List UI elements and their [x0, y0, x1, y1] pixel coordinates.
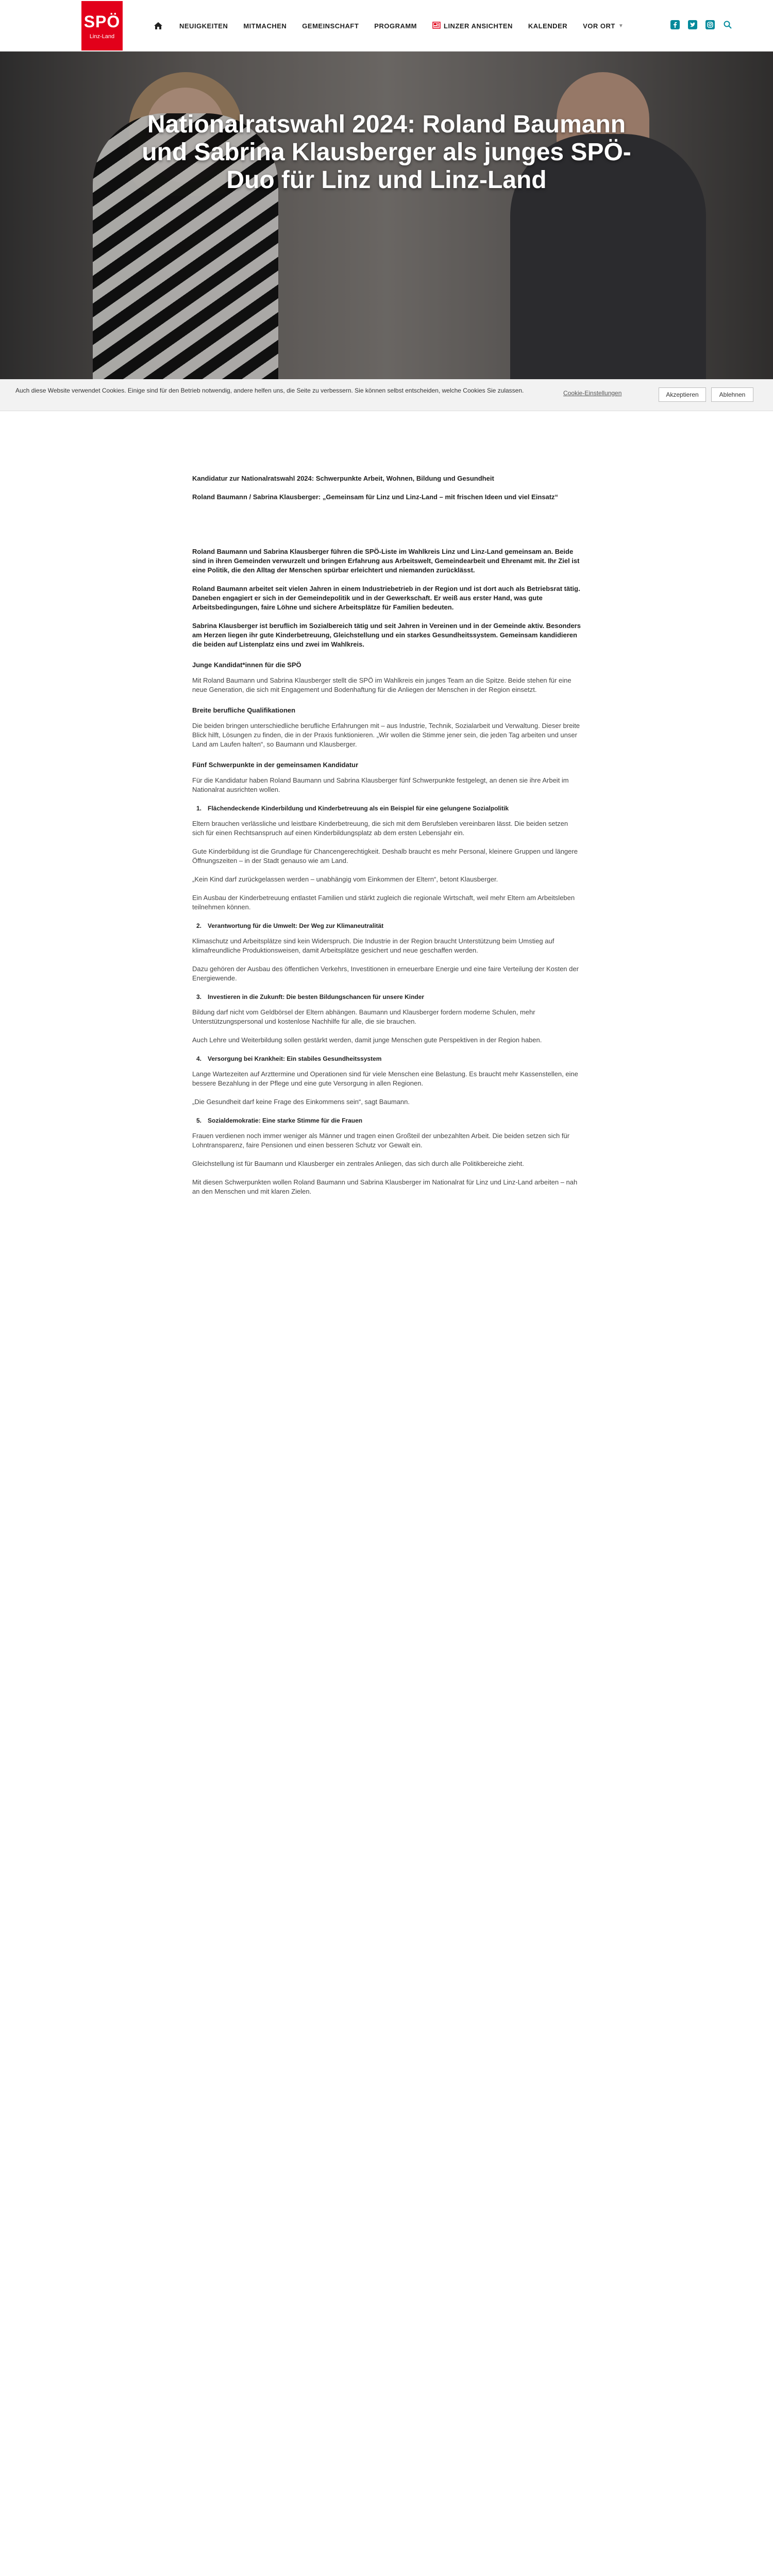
- nav-label: MITMACHEN: [243, 22, 287, 30]
- article-paragraph: Mit Roland Baumann und Sabrina Klausberger stellt die SPÖ im Wahlkreis ein junges Team an die Spitze. Beide stehen für eine neue Generation, die sich mit Engagement und Bodenhaftung für die Anliegen der Menschen in der Region einsetzt.: [192, 676, 572, 693]
- article-paragraph: Bildung darf nicht vom Geldbörsel der Eltern abhängen. Baumann und Klausberger fordern moderne Schulen, mehr Unterstützungspersonal und kostenlose Nachhilfe für alle, die sie brauchen.: [192, 1008, 535, 1025]
- article-paragraph: Frauen verdienen noch immer weniger als Männer und tragen einen Großteil der unbezahlten Arbeit. Die beiden setzen sich für Lohntransparenz, faire Pensionen und einen besseren Schutz vor Gewalt ein.: [192, 1132, 570, 1149]
- article-paragraph: Klimaschutz und Arbeitsplätze sind kein Widerspruch. Die Industrie in der Region braucht Unterstützung beim Umstieg auf klimafreundliche Produktionsweisen, damit Arbeitsplätze gesichert und neue geschaffen werden.: [192, 937, 554, 954]
- article-paragraph: Die beiden bringen unterschiedliche berufliche Erfahrungen mit – aus Industrie, Technik, Sozialarbeit und Verwaltung. Dieser breite Blick hilft, Lösungen zu finden, die in der Praxis funktionieren. „Wir wollen die Stimme jener sein, die jeden Tag arbeiten und unser Land am Laufen halten“, so Baumann und Klausberger.: [192, 722, 580, 748]
- article-paragraph: Sabrina Klausberger ist beruflich im Sozialbereich tätig und seit Jahren in Vereinen und in der Gemeinde aktiv. Besonders am Herzen liegen ihr gute Kinderbetreuung, Gleichstellung und ein starkes Gesundheitssystem. Gemeinsam kandidieren die beiden auf Listenplatz eins und zwei im Wahlkreis.: [192, 622, 581, 648]
- header-social: [669, 19, 734, 31]
- numbered-heading-text: Sozialdemokratie: Eine starke Stimme für die Frauen: [208, 1117, 363, 1124]
- nav-item-kalender[interactable]: [528, 22, 567, 30]
- article-quote: Roland Baumann / Sabrina Klausberger: „Gemeinsam für Linz und Linz-Land – mit frischen Ideen und viel Einsatz“: [192, 493, 559, 501]
- article-paragraph: Für die Kandidatur haben Roland Baumann und Sabrina Klausberger fünf Schwerpunkte festgelegt, an denen sie ihre Arbeit im Nationalrat ausrichten wollen.: [192, 776, 569, 793]
- instagram-icon[interactable]: [704, 19, 716, 31]
- nav-item-neuigkeiten[interactable]: [179, 22, 228, 30]
- numbered-heading: 1. Flächendeckende Kinderbildung und Kinderbetreuung als ein Beispiel für eine gelungene Sozialpolitik: [196, 805, 509, 812]
- cookie-banner: [0, 379, 773, 411]
- article-paragraph: Roland Baumann arbeitet seit vielen Jahren in einem Industriebetrieb in der Region und ist dort auch als Betriebsrat tätig. Daneben engagiert er sich in der Gemeindepolitik und in der Gewerkschaft. Er weiß aus erster Hand, was gute Arbeitsbedingungen, faire Löhne und sichere Arbeitsplätze für Familien bedeuten.: [192, 585, 580, 611]
- cookie-reject-button[interactable]: Ablehnen: [711, 387, 753, 402]
- article-paragraph: Lange Wartezeiten auf Arzttermine und Operationen sind für viele Menschen eine Belastung. Es braucht mehr Kassenstellen, eine bessere Bezahlung in der Pflege und eine gute Versorgung in allen Regionen.: [192, 1070, 578, 1087]
- article-paragraph: Gute Kinderbildung ist die Grundlage für Chancengerechtigkeit. Deshalb braucht es mehr Personal, kleinere Gruppen und längere Öffnungszeiten – in der Stadt genauso wie am Land.: [192, 848, 578, 865]
- article-paragraph: Dazu gehören der Ausbau des öffentlichen Verkehrs, Investitionen in erneuerbare Energie und eine faire Verteilung der Kosten der Energiewende.: [192, 965, 579, 982]
- cookie-accept-button[interactable]: Akzeptieren: [659, 387, 706, 402]
- article-paragraph: Auch Lehre und Weiterbildung sollen gestärkt werden, damit junge Menschen gute Perspektiven in der Region haben.: [192, 1036, 542, 1044]
- numbered-heading-text: Investieren in die Zukunft: Die besten Bildungschancen für unsere Kinder: [208, 993, 425, 1001]
- logo-mark: SPÖ: [83, 12, 121, 31]
- logo-subtitle: Linz-Land: [89, 33, 115, 40]
- search-icon[interactable]: [721, 19, 734, 31]
- nav-label: VOR ORT: [583, 22, 615, 30]
- twitter-icon[interactable]: [686, 19, 699, 31]
- hero-image: [0, 52, 773, 379]
- nav-label: GEMEINSCHAFT: [302, 22, 359, 30]
- article-paragraph: Ein Ausbau der Kinderbetreuung entlastet Familien und stärkt zugleich die regionale Wirtschaft, weil mehr Eltern am Arbeitsleben teilnehmen können.: [192, 894, 575, 911]
- nav-item-vor-ort[interactable]: [583, 22, 624, 30]
- numbered-heading: 5. Sozialdemokratie: Eine starke Stimme für die Frauen: [196, 1117, 363, 1124]
- page-title: Nationalratswahl 2024: Roland Baumann und Sabrina Klausberger als junges SPÖ-Duo für Linz und Linz-Land: [142, 111, 631, 194]
- chevron-down-icon: ▼: [618, 23, 624, 29]
- numbered-heading-text: Verantwortung für die Umwelt: Der Weg zur Klimaneutralität: [208, 922, 384, 929]
- numbered-heading-text: Flächendeckende Kinderbildung und Kinderbetreuung als ein Beispiel für eine gelungene Sozialpolitik: [208, 805, 509, 812]
- nav-item-mitmachen[interactable]: [243, 22, 287, 30]
- cookie-settings-link[interactable]: Cookie-Einstellungen: [563, 389, 622, 397]
- nav-item-linzer-ansichten[interactable]: [432, 22, 513, 30]
- numbered-heading: 2. Verantwortung für die Umwelt: Der Weg zur Klimaneutralität: [196, 922, 384, 929]
- nav-item-programm[interactable]: [374, 22, 417, 30]
- article-paragraph: „Kein Kind darf zurückgelassen werden – unabhängig vom Einkommen der Eltern“, betont Klausberger.: [192, 875, 498, 883]
- main-nav: [153, 16, 624, 35]
- newspaper-icon: [432, 22, 441, 30]
- numbered-heading: 3. Investieren in die Zukunft: Die besten Bildungschancen für unsere Kinder: [196, 993, 425, 1001]
- article-body: [192, 474, 581, 1206]
- nav-item-gemeinschaft[interactable]: [302, 22, 359, 30]
- spoe-logo[interactable]: [81, 1, 123, 50]
- section-heading: Junge Kandidat*innen für die SPÖ: [192, 661, 301, 669]
- article-paragraph: Gleichstellung ist für Baumann und Klausberger ein zentrales Anliegen, das sich durch alle Politikbereiche zieht.: [192, 1160, 524, 1167]
- article-paragraph: Mit diesen Schwerpunkten wollen Roland Baumann und Sabrina Klausberger im Nationalrat für Linz und Linz-Land arbeiten – nah an den Menschen und mit klaren Zielen.: [192, 1178, 578, 1195]
- article-paragraph: Eltern brauchen verlässliche und leistbare Kinderbetreuung, die sich mit dem Berufsleben vereinbaren lässt. Die beiden setzen sich für einen Rechtsanspruch auf einen Kinderbildungsplatz ab dem ersten Lebensjahr ein.: [192, 820, 568, 837]
- cookie-text: Auch diese Website verwendet Cookies. Einige sind für den Betrieb notwendig, andere helfen uns, die Seite zu verbessern. Sie können selbst entscheiden, welche Cookies Sie zulassen.: [15, 387, 524, 394]
- numbered-heading-text: Versorgung bei Krankheit: Ein stabiles Gesundheitssystem: [208, 1055, 382, 1062]
- nav-label: PROGRAMM: [374, 22, 417, 30]
- numbered-heading: 4. Versorgung bei Krankheit: Ein stabiles Gesundheitssystem: [196, 1055, 382, 1062]
- article-intro: Kandidatur zur Nationalratswahl 2024: Schwerpunkte Arbeit, Wohnen, Bildung und Gesundheit: [192, 474, 494, 482]
- nav-label: KALENDER: [528, 22, 568, 30]
- nav-label: LINZER ANSICHTEN: [444, 22, 513, 30]
- section-heading: Breite berufliche Qualifikationen: [192, 706, 296, 714]
- article-paragraph: „Die Gesundheit darf keine Frage des Einkommens sein“, sagt Baumann.: [192, 1098, 410, 1106]
- nav-label: NEUIGKEITEN: [179, 22, 228, 30]
- facebook-icon[interactable]: [669, 19, 681, 31]
- section-heading: Fünf Schwerpunkte in der gemeinsamen Kandidatur: [192, 761, 359, 769]
- home-icon[interactable]: [153, 20, 164, 31]
- article-paragraph: Roland Baumann und Sabrina Klausberger führen die SPÖ-Liste im Wahlkreis Linz und Linz-Land gemeinsam an. Beide sind in ihren Gemeinden verwurzelt und bringen Erfahrung aus Arbeitswelt, Gemeindearbeit und Ehrenamt mit. Ihr Ziel ist eine Politik, die den Alltag der Menschen spürbar erleichtert und niemanden zurücklässt.: [192, 548, 580, 574]
